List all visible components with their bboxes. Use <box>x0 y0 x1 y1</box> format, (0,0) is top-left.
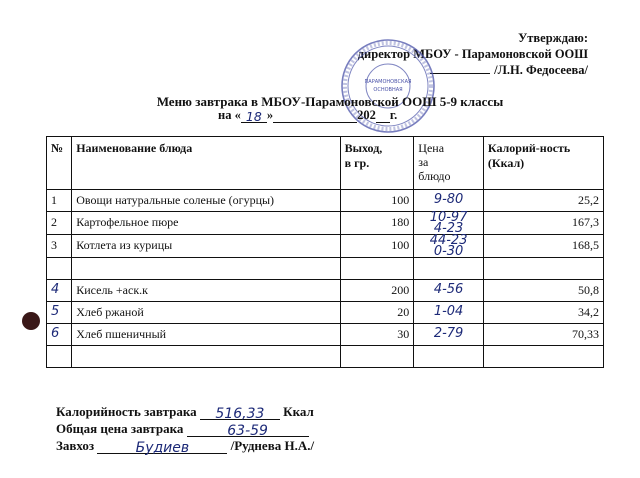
footer-calories <box>56 404 314 421</box>
row-yield: 100 <box>340 190 414 212</box>
row-yield <box>340 258 414 280</box>
row-num: 2 <box>47 212 72 235</box>
footer-block <box>56 404 314 455</box>
row-name: Хлеб пшеничный <box>72 324 340 346</box>
row-price <box>414 212 484 235</box>
table-row <box>47 280 604 302</box>
table-row <box>47 302 604 324</box>
row-price <box>414 346 484 368</box>
row-num: 5 <box>47 302 72 324</box>
row-num: 6 <box>47 324 72 346</box>
approval-line-2: директор МБОУ - Парамоновской ООШ <box>357 47 588 61</box>
row-calories: 168,5 <box>483 235 603 258</box>
table-row <box>47 190 604 212</box>
row-price-extra: 4-23 <box>433 221 464 236</box>
row-calories: 34,2 <box>483 302 603 324</box>
date-mid: » <box>266 108 274 122</box>
row-calories: 50,8 <box>483 280 603 302</box>
calories-label: Калорийность завтрака <box>56 404 197 419</box>
row-price-main: 44-23 <box>429 233 468 248</box>
table-row-empty <box>47 346 604 368</box>
footer-price <box>56 421 314 438</box>
row-yield <box>340 346 414 368</box>
calories-unit: Ккал <box>283 404 314 419</box>
row-yield: 20 <box>340 302 414 324</box>
row-num: 1 <box>47 190 72 212</box>
row-price-extra: 0-30 <box>433 244 464 259</box>
price-label: Общая цена завтрака <box>56 421 184 436</box>
menu-date <box>218 108 397 123</box>
date-suffix: г. <box>389 108 398 122</box>
approval-director-name: /Л.Н. Федосеева/ <box>494 63 588 77</box>
manager-name: /Руднева Н.А./ <box>230 438 315 453</box>
row-name: Овощи натуральные соленые (огурцы) <box>72 190 340 212</box>
row-yield: 200 <box>340 280 414 302</box>
row-price: 1-04 <box>414 302 484 324</box>
menu-table <box>46 136 604 368</box>
header-yield <box>340 137 414 190</box>
row-calories <box>483 258 603 280</box>
table-row <box>47 324 604 346</box>
row-price-main: 10-97 <box>429 210 468 225</box>
manager-label: Завхоз <box>56 438 95 453</box>
row-yield: 30 <box>340 324 414 346</box>
manager-signature: Будиев <box>97 440 227 454</box>
punch-hole <box>22 312 40 330</box>
row-num <box>47 258 72 280</box>
header-price <box>414 137 484 190</box>
row-price: 4-56 <box>414 280 484 302</box>
row-name: Картофельное пюре <box>72 212 340 235</box>
date-month-blank <box>273 109 357 123</box>
row-calories: 70,33 <box>483 324 603 346</box>
price-value: 63-59 <box>187 423 309 437</box>
header-yield-2: в гр. <box>344 156 370 170</box>
header-calories <box>483 137 603 190</box>
row-num <box>47 346 72 368</box>
row-calories: 25,2 <box>483 190 603 212</box>
seal-text-2: ОСНОВНАЯ <box>373 87 403 93</box>
row-price: 9-80 <box>414 190 484 212</box>
header-price-1: Цена <box>418 141 445 155</box>
row-name: Котлета из курицы <box>72 235 340 258</box>
header-name: Наименование блюда <box>72 137 340 190</box>
date-prefix: на « <box>218 108 241 122</box>
table-row <box>47 212 604 235</box>
date-day: 18 <box>241 109 267 123</box>
table-row-empty <box>47 258 604 280</box>
row-name <box>72 346 340 368</box>
approval-line-1: Утверждаю: <box>518 31 588 45</box>
row-calories: 167,3 <box>483 212 603 235</box>
header-cal-1: Калорий-ность <box>487 141 571 155</box>
approval-signature-line <box>430 73 490 74</box>
menu-title: Меню завтрака в МБОУ-Парамоновской ООШ 5-9 классы <box>156 94 504 109</box>
date-year-blank <box>376 109 390 123</box>
header-price-3: блюдо <box>418 169 451 183</box>
row-calories <box>483 346 603 368</box>
header-yield-1: Выход, <box>344 141 383 155</box>
row-price: 2-79 <box>414 324 484 346</box>
calories-value: 516,33 <box>200 406 280 420</box>
row-name: Кисель +аск.к <box>72 280 340 302</box>
row-name <box>72 258 340 280</box>
header-num: № <box>47 137 72 190</box>
row-yield: 180 <box>340 212 414 235</box>
row-name: Хлеб ржаной <box>72 302 340 324</box>
seal-text-1: ПАРАМОНОВСКАЯ <box>364 79 412 85</box>
footer-manager <box>56 438 314 455</box>
date-year: 202 <box>357 108 376 122</box>
row-num: 3 <box>47 235 72 258</box>
row-price <box>414 235 484 258</box>
row-yield: 100 <box>340 235 414 258</box>
row-num: 4 <box>47 280 72 302</box>
row-price <box>414 258 484 280</box>
header-cal-2: (Ккал) <box>487 156 525 170</box>
table-header-row <box>47 137 604 190</box>
table-row <box>47 235 604 258</box>
header-price-2: за <box>418 155 429 169</box>
